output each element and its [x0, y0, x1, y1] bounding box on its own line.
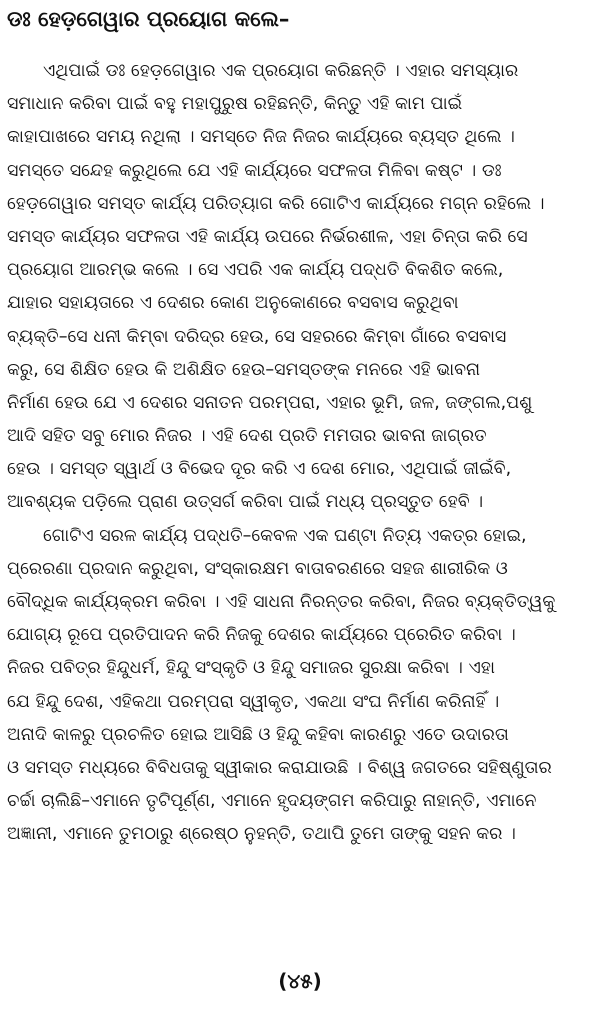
- body-text: [7, 55, 593, 852]
- text-line: ଯାହାର ସହାୟତାରେ ଏ ଦେଶର କୋଣ ଅନୁକୋଣରେ ବସବାସ କରୁଥିବା: [7, 293, 459, 314]
- text-line: ଆବଶ୍ୟକ ପଡ଼ିଲେ ପ୍ରାଣ ଉତ୍ସର୍ଗ କରିବା ପାଇଁ ମଧ୍ୟ ପ୍ରସ୍ତୁତ ହେବି ।: [7, 492, 484, 513]
- text-line: ଅନାଦି କାଳରୁ ପ୍ରଚଳିତ ହୋଇ ଆସିଛି ଓ ହିନ୍ଦୁ କହିବା କାରଣରୁ ଏତେ ଉଦାରତା: [7, 724, 509, 745]
- section-heading: ଡଃ ହେଡ଼ଗେୱାର ପ୍ରୟୋଗ କଲେ–: [7, 7, 290, 31]
- page-number: (୪୫): [278, 969, 322, 993]
- text-line: ସମସ୍ତେ ସନ୍ଦେହ କରୁଥିଲେ ଯେ ଏହି କାର୍ଯ୍ୟରେ ସଫଳତା ମିଳିବା କଷ୍ଟ । ଡଃ: [7, 160, 502, 181]
- text-line: ଚର୍ଚ୍ଚା ଚାଲିଛି–ଏମାନେ ତୃଟିପୂର୍ଣ୍ଣ, ଏମାନେ ହୃଦୟଙ୍ଗମ କରିପାରୁ ନାହାନ୍ତି, ଏମାନେ: [7, 791, 537, 812]
- text-line: ଯୋଗ୍ୟ ରୂପେ ପ୍ରତିପାଦନ କରି ନିଜକୁ ଦେଶର କାର୍ଯ୍ୟରେ ପ୍ରେରିତ କରିବା ।: [7, 625, 516, 646]
- text-line: ଆଦି ସହିତ ସବୁ ମୋର ନିଜର । ଏହି ଦେଶ ପ୍ରତି ମମତାର ଭାବନା ଜାଗ୍ରତ: [7, 426, 487, 447]
- text-line: କରୁ, ସେ ଶିକ୍ଷିତ ହେଉ କି ଅଶିକ୍ଷିତ ହେଉ–ସମସ୍ତଙ୍କ ମନରେ ଏହି ଭାବନା: [7, 359, 481, 380]
- text-line: ହେଉ । ସମସ୍ତ ସ୍ୱାର୍ଥ ଓ ବିଭେଦ ଦୂର କରି ଏ ଦେଶ ମୋର, ଏଥିପାଇଁ ଜୀଇଁବି,: [7, 459, 512, 480]
- text-line: କାହାପାଖରେ ସମୟ ନଥିଲା । ସମସ୍ତେ ନିଜ ନିଜର କାର୍ଯ୍ୟରେ ବ୍ୟସ୍ତ ଥିଲେ ।: [7, 127, 515, 148]
- text-line: ବୌଦ୍ଧିକ କାର୍ଯ୍ୟକ୍ରମ କରିବା । ଏହି ସାଧନା ନିରନ୍ତର କରିବା, ନିଜର ବ୍ୟକ୍ତିତ୍ୱକୁ: [7, 592, 556, 612]
- text-line: ସମସ୍ତ କାର୍ଯ୍ୟର ସଫଳତା ଏହି କାର୍ଯ୍ୟ ଉପରେ ନିର୍ଭରଶୀଳ, ଏହା ଚିନ୍ତା କରି ସେ: [7, 226, 528, 247]
- text-line: ସମାଧାନ କରିବା ପାଇଁ ବହୁ ମହାପୁରୁଷ ରହିଛନ୍ତି, କିନ୍ତୁ ଏହି କାମ ପାଇଁ: [7, 94, 463, 115]
- text-line: ଓ ସମସ୍ତ ମଧ୍ୟରେ ବିବିଧତାକୁ ସ୍ୱୀକାର କରାଯାଉଛି । ବିଶ୍ୱ ଜଗତରେ ସହିଷ୍ଣୁତାର: [7, 757, 552, 778]
- text-line: ନିଜର ପବିତ୍ର ହିନ୍ଦୁଧର୍ମ, ହିନ୍ଦୁ ସଂସ୍କୃତି ଓ ହିନ୍ଦୁ ସମାଜର ସୁରକ୍ଷା କରିବା । ଏହା: [7, 658, 495, 679]
- text-line: ପ୍ରୟୋଗ ଆରମ୍ଭ କଲେ । ସେ ଏପରି ଏକ କାର୍ଯ୍ୟ ପଦ୍ଧତି ବିକଶିତ କଲେ,: [7, 260, 504, 281]
- text-line: ଯେ ହିନ୍ଦୁ ଦେଶ, ଏହିକଥା ପରମ୍ପରା ସ୍ୱୀକୃତ, ଏକଥା ସଂଘ ନିର୍ମାଣ କରିନାହିଁ ।: [7, 691, 500, 712]
- text-line: ପ୍ରେରଣା ପ୍ରଦାନ କରୁଥିବା, ସଂସ୍କାରକ୍ଷମ ବାତାବରଣରେ ସହଜ ଶାରୀରିକ ଓ: [7, 558, 508, 579]
- text-line: ଅଜ୍ଞାନୀ, ଏମାନେ ତୁମଠାରୁ ଶ୍ରେଷ୍ଠ ନୁହନ୍ତି, ତଥାପି ତୁମେ ତାଙ୍କୁ ସହନ କର ।: [7, 824, 516, 845]
- text-line: ଏଥିପାଇଁ ଡଃ ହେଡ଼ଗେୱାର ଏକ ପ୍ରୟୋଗ କରିଛନ୍ତି । ଏହାର ସମସ୍ୟାର: [43, 61, 519, 81]
- text-line: ଗୋଟିଏ ସରଳ କାର୍ଯ୍ୟ ପଦ୍ଧତି–କେବଳ ଏକ ଘଣ୍ଟା ନିତ୍ୟ ଏକତ୍ର ହୋଇ,: [43, 525, 527, 546]
- text-line: ବ୍ୟକ୍ତି–ସେ ଧନୀ କିମ୍ବା ଦରିଦ୍ର ହେଉ, ସେ ସହରରେ କିମ୍ବା ଗାଁରେ ବସବାସ: [7, 326, 507, 347]
- text-line: ନିର୍ମାଣ ହେଉ ଯେ ଏ ଦେଶର ସନାତନ ପରମ୍ପରା, ଏହାର ଭୂମି, ଜଳ, ଜଙ୍ଗଲ,ପଶୁ: [7, 392, 533, 413]
- text-line: ହେଡ଼ଗେୱାର ସମସ୍ତ କାର୍ଯ୍ୟ ପରିତ୍ୟାଗ କରି ଗୋଟିଏ କାର୍ଯ୍ୟରେ ମଗ୍ନ ରହିଲେ ।: [7, 193, 545, 214]
